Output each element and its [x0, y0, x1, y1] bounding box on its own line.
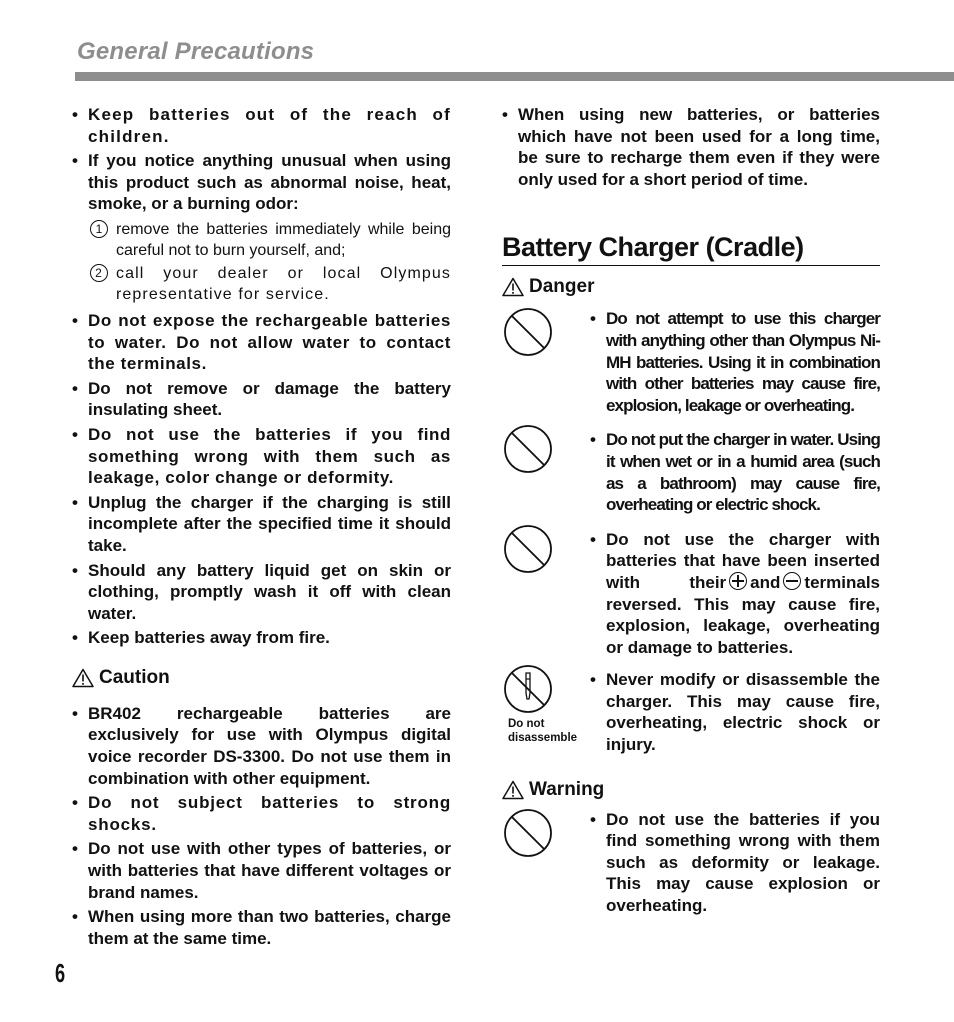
right-column — [502, 104, 880, 920]
list-item: • Never modify or disassemble the charger. This may cause fire, overheating, electric shock or injury. — [590, 669, 880, 755]
icon-caption: Do not disassemble — [508, 718, 578, 745]
minus-terminal-icon — [783, 572, 801, 590]
list-item: • Do not remove or damage the battery insulating sheet. — [72, 378, 451, 421]
section-title: Battery Charger (Cradle) — [502, 232, 880, 266]
reversed-text-post: terminals reversed. This may cause fire, explosion, leakage, overheating or damage to batteries. — [606, 572, 880, 657]
page-number: 6 — [55, 958, 66, 988]
list-item: • Do not use the batteries if you find something wrong with them such as leakage, color change or deformity. — [72, 424, 451, 489]
warning-triangle-icon — [502, 277, 524, 297]
list-item: • When using more than two batteries, charge them at the same time. — [72, 906, 451, 949]
charging-tip-list — [502, 104, 880, 190]
list-item: • Keep batteries out of the reach of children. — [72, 104, 451, 147]
warning-item — [502, 809, 880, 920]
prohibited-icon — [502, 306, 554, 358]
list-item: • Do not use with other types of batteries, or with batteries that have different voltages or brand names. — [72, 838, 451, 903]
do-not-disassemble-icon — [502, 663, 554, 715]
caution-list — [72, 703, 451, 950]
circled-number: 2 — [90, 264, 108, 282]
prohibited-icon — [502, 523, 554, 575]
left-column — [72, 104, 451, 952]
warning-triangle-icon — [502, 780, 524, 800]
list-item: • Do not use the batteries if you find something wrong with them such as deformity or leakage. This may cause explosion or overheating. — [590, 809, 880, 917]
reversed-and: and — [750, 572, 781, 592]
numbered-item — [88, 263, 451, 306]
prohibited-icon — [502, 423, 554, 475]
danger-item — [502, 669, 880, 758]
list-item: • Keep batteries away from fire. — [72, 627, 451, 649]
list-item: • Do not expose the rechargeable batteries to water. Do not allow water to contact the terminals. — [72, 310, 451, 375]
danger-heading-text: Danger — [529, 276, 595, 298]
list-item: • If you notice anything unusual when using this product such as abnormal noise, heat, smoke, or a burning odor: — [72, 150, 451, 215]
list-item: • Unplug the charger if the charging is still incomplete after the specified time it should take. — [72, 492, 451, 557]
danger-item — [502, 308, 880, 419]
list-item — [590, 529, 880, 659]
danger-item — [502, 529, 880, 662]
battery-precautions-list — [72, 104, 451, 215]
plus-terminal-icon — [729, 572, 747, 590]
list-item: • Do not put the charger in water. Using it when wet or in a humid area (such as a bathroom) may cause fire, overheating or electric shock. — [590, 429, 880, 515]
danger-item — [502, 429, 880, 518]
caution-heading — [72, 667, 451, 689]
header-rule — [75, 72, 954, 81]
list-item: • BR402 rechargeable batteries are exclusively for use with Olympus digital voice recorder DS-3300. Do not use them in combination with other equipment. — [72, 703, 451, 789]
list-item: • Do not subject batteries to strong shocks. — [72, 792, 451, 835]
numbered-item-text: remove the batteries immediately while being careful not to burn yourself, and; — [116, 220, 451, 260]
numbered-item — [88, 219, 451, 262]
list-item: • When using new batteries, or batteries which have not been used for a long time, be sure to recharge them even if they were only used for a short period of time. — [502, 104, 880, 190]
warning-heading — [502, 779, 880, 801]
list-item: • Should any battery liquid get on skin or clothing, promptly wash it off with clean water. — [72, 560, 451, 625]
list-item: • Do not attempt to use this charger with anything other than Olympus Ni-MH batteries. Using it in combination with other batteries may cause fire, explosion, leakage or overheating. — [590, 308, 880, 416]
warning-triangle-icon — [72, 668, 94, 688]
prohibited-icon — [502, 807, 554, 859]
battery-precautions-list-2 — [72, 310, 451, 649]
reversed-text-pre: Do not use the charger with batteries that have been inserted with their — [606, 529, 880, 592]
unusual-steps-list — [88, 219, 451, 306]
header-title: General Precautions — [77, 38, 315, 65]
warning-heading-text: Warning — [529, 778, 605, 800]
caution-heading-text: Caution — [99, 666, 170, 688]
danger-heading — [502, 276, 880, 298]
circled-number: 1 — [90, 220, 108, 238]
numbered-item-text: call your dealer or local Olympus representative for service. — [116, 264, 451, 304]
